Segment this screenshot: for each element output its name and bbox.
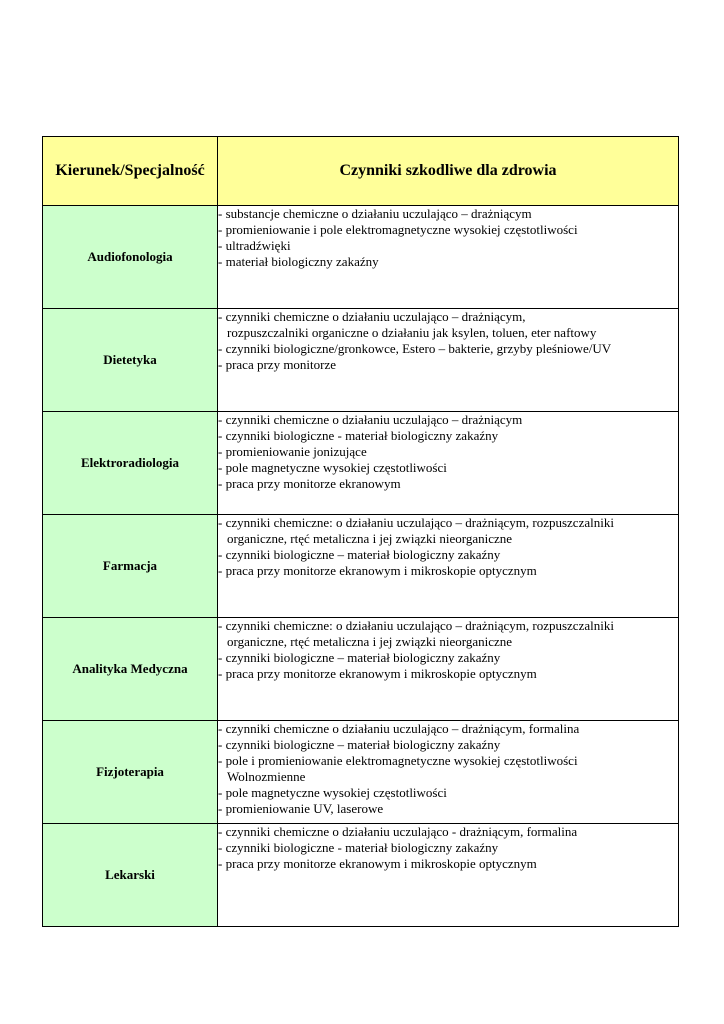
- table-row: [43, 206, 679, 309]
- specialty-name: Analityka Medyczna: [43, 618, 218, 721]
- hazard-item: - czynniki biologiczne/gronkowce, Estero – bakterie, grzyby pleśniowe/UV: [218, 341, 612, 356]
- hazard-item: - czynniki chemiczne: o działaniu uczulająco – drażniącym, rozpuszczalniki: [218, 618, 614, 633]
- hazard-item: - substancje chemiczne o działaniu uczulająco – drażniącym: [218, 206, 532, 221]
- hazard-item: - czynniki chemiczne o działaniu uczulająco – drażniącym,: [218, 309, 526, 324]
- hazard-item: - czynniki biologiczne – materiał biologiczny zakaźny: [218, 737, 501, 752]
- hazard-list: [218, 618, 679, 721]
- table-row: [43, 309, 679, 412]
- table-body: [43, 206, 679, 927]
- hazard-item: - czynniki chemiczne o działaniu uczulająco – drażniącym: [218, 412, 523, 427]
- hazard-item-continuation: Wolnozmienne: [227, 769, 306, 784]
- hazard-item: - praca przy monitorze ekranowym i mikroskopie optycznym: [218, 563, 537, 578]
- hazard-item: - pole magnetyczne wysokiej częstotliwości: [218, 460, 447, 475]
- hazard-item: - czynniki biologiczne - materiał biologiczny zakaźny: [218, 840, 499, 855]
- hazard-item: - promieniowanie i pole elektromagnetyczne wysokiej częstotliwości: [218, 222, 578, 237]
- hazard-item-continuation: organiczne, rtęć metaliczna i jej związki nieorganiczne: [227, 634, 513, 649]
- hazards-table: [42, 136, 679, 927]
- table-row: [43, 824, 679, 927]
- hazard-item: - ultradźwięki: [218, 238, 291, 253]
- header-hazards: Czynniki szkodliwe dla zdrowia: [218, 137, 679, 206]
- hazard-item: - praca przy monitorze ekranowym i mikroskopie optycznym: [218, 666, 537, 681]
- table-header-row: [43, 137, 679, 206]
- table-row: [43, 721, 679, 824]
- hazard-item: - praca przy monitorze: [218, 357, 337, 372]
- hazard-item: - czynniki biologiczne – materiał biologiczny zakaźny: [218, 547, 501, 562]
- hazard-item: - pole i promieniowanie elektromagnetyczne wysokiej częstotliwości: [218, 753, 578, 768]
- hazard-item: - czynniki chemiczne: o działaniu uczulająco – drażniącym, rozpuszczalniki: [218, 515, 614, 530]
- header-specialty: Kierunek/Specjalność: [43, 137, 218, 206]
- specialty-name: Elektroradiologia: [43, 412, 218, 515]
- hazard-item: - czynniki biologiczne - materiał biologiczny zakaźny: [218, 428, 499, 443]
- table-row: [43, 412, 679, 515]
- hazard-item: - praca przy monitorze ekranowym: [218, 476, 401, 491]
- hazard-list: [218, 206, 679, 309]
- hazard-item: - pole magnetyczne wysokiej częstotliwości: [218, 785, 447, 800]
- hazard-list: [218, 309, 679, 412]
- specialty-name: Farmacja: [43, 515, 218, 618]
- table-row: [43, 515, 679, 618]
- hazard-item: - materiał biologiczny zakaźny: [218, 254, 379, 269]
- hazard-list: [218, 412, 679, 515]
- hazard-list: [218, 824, 679, 927]
- hazard-item: - czynniki chemiczne o działaniu uczulająco - drażniącym, formalina: [218, 824, 578, 839]
- specialty-name: Audiofonologia: [43, 206, 218, 309]
- specialty-name: Fizjoterapia: [43, 721, 218, 824]
- table-row: [43, 618, 679, 721]
- hazard-item-continuation: organiczne, rtęć metaliczna i jej związki nieorganiczne: [227, 531, 513, 546]
- hazard-item: - promieniowanie jonizujące: [218, 444, 367, 459]
- hazard-item: - promieniowanie UV, laserowe: [218, 801, 384, 816]
- hazard-list: [218, 721, 679, 824]
- hazard-item-continuation: rozpuszczalniki organiczne o działaniu jak ksylen, toluen, eter naftowy: [227, 325, 597, 340]
- hazard-item: - czynniki chemiczne o działaniu uczulająco – drażniącym, formalina: [218, 721, 580, 736]
- specialty-name: Dietetyka: [43, 309, 218, 412]
- hazard-item: - praca przy monitorze ekranowym i mikroskopie optycznym: [218, 856, 537, 871]
- specialty-name: Lekarski: [43, 824, 218, 927]
- hazard-list: [218, 515, 679, 618]
- hazard-item: - czynniki biologiczne – materiał biologiczny zakaźny: [218, 650, 501, 665]
